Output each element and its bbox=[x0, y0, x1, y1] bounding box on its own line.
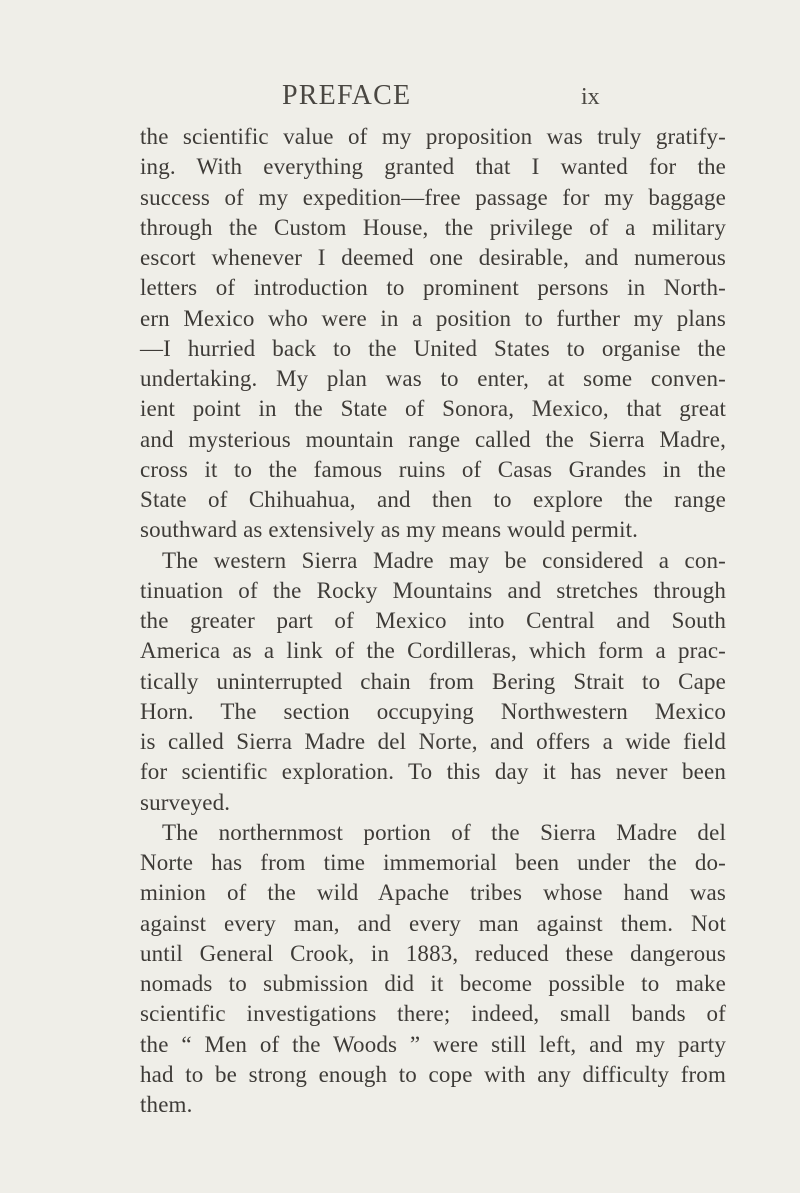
body-text bbox=[140, 122, 726, 1120]
page-header bbox=[0, 0, 800, 130]
text-line: tically uninterrupted chain from Bering Strait to Cape bbox=[140, 668, 726, 694]
text-line: ern Mexico who were in a position to further my plans bbox=[140, 305, 726, 331]
text-line: for scientific exploration. To this day it has never been bbox=[140, 759, 726, 785]
text-line: letters of introduction to prominent persons in North- bbox=[140, 275, 726, 301]
text-line: The northernmost portion of the Sierra Madre del bbox=[162, 819, 726, 845]
text-line: had to be strong enough to cope with any difficulty from bbox=[140, 1061, 726, 1087]
text-line: success of my expedition—free passage for my baggage bbox=[140, 184, 726, 210]
text-line: —I hurried back to the United States to organise the bbox=[140, 335, 726, 361]
text-line: escort whenever I deemed one desirable, and numerous bbox=[140, 245, 726, 270]
text-line: ient point in the State of Sonora, Mexico, that great bbox=[140, 396, 726, 422]
text-line: State of Chihuahua, and then to explore the range bbox=[140, 487, 726, 512]
text-line: undertaking. My plan was to enter, at some conven- bbox=[140, 366, 726, 391]
text-line: Horn. The section occupying Northwestern Mexico bbox=[140, 698, 726, 724]
running-head: PREFACE bbox=[282, 80, 412, 111]
text-line: surveyed. bbox=[140, 789, 231, 815]
text-line: against every man, and every man against them. Not bbox=[140, 910, 726, 936]
text-line: America as a link of the Cordilleras, which form a prac- bbox=[140, 638, 726, 664]
text-line: until General Crook, in 1883, reduced these dangerous bbox=[140, 940, 726, 966]
text-line: nomads to submission did it become possible to make bbox=[140, 971, 726, 996]
text-line: ing. With everything granted that I wanted for the bbox=[140, 154, 726, 180]
text-line: through the Custom House, the privilege of a military bbox=[140, 214, 726, 240]
text-line: them. bbox=[140, 1092, 193, 1117]
text-line: is called Sierra Madre del Norte, and offers a wide field bbox=[140, 729, 726, 754]
text-line: minion of the wild Apache tribes whose hand was bbox=[140, 880, 726, 906]
text-line: southward as extensively as my means would permit. bbox=[140, 517, 639, 543]
text-line: the “ Men of the Woods ” were still left, and my party bbox=[140, 1031, 726, 1057]
text-line: The western Sierra Madre may be considered a con- bbox=[162, 547, 726, 573]
text-line: the scientific value of my proposition was truly gratify- bbox=[140, 124, 726, 149]
text-line: Norte has from time immemorial been under the do- bbox=[140, 850, 726, 875]
page-number: ix bbox=[581, 84, 600, 110]
text-line: tinuation of the Rocky Mountains and stretches through bbox=[140, 577, 726, 603]
text-line: the greater part of Mexico into Central and South bbox=[140, 608, 726, 633]
text-line: and mysterious mountain range called the Sierra Madre, bbox=[140, 426, 726, 452]
text-line: cross it to the famous ruins of Casas Grandes in the bbox=[140, 456, 726, 482]
text-line: scientific investigations there; indeed, small bands of bbox=[140, 1001, 726, 1027]
